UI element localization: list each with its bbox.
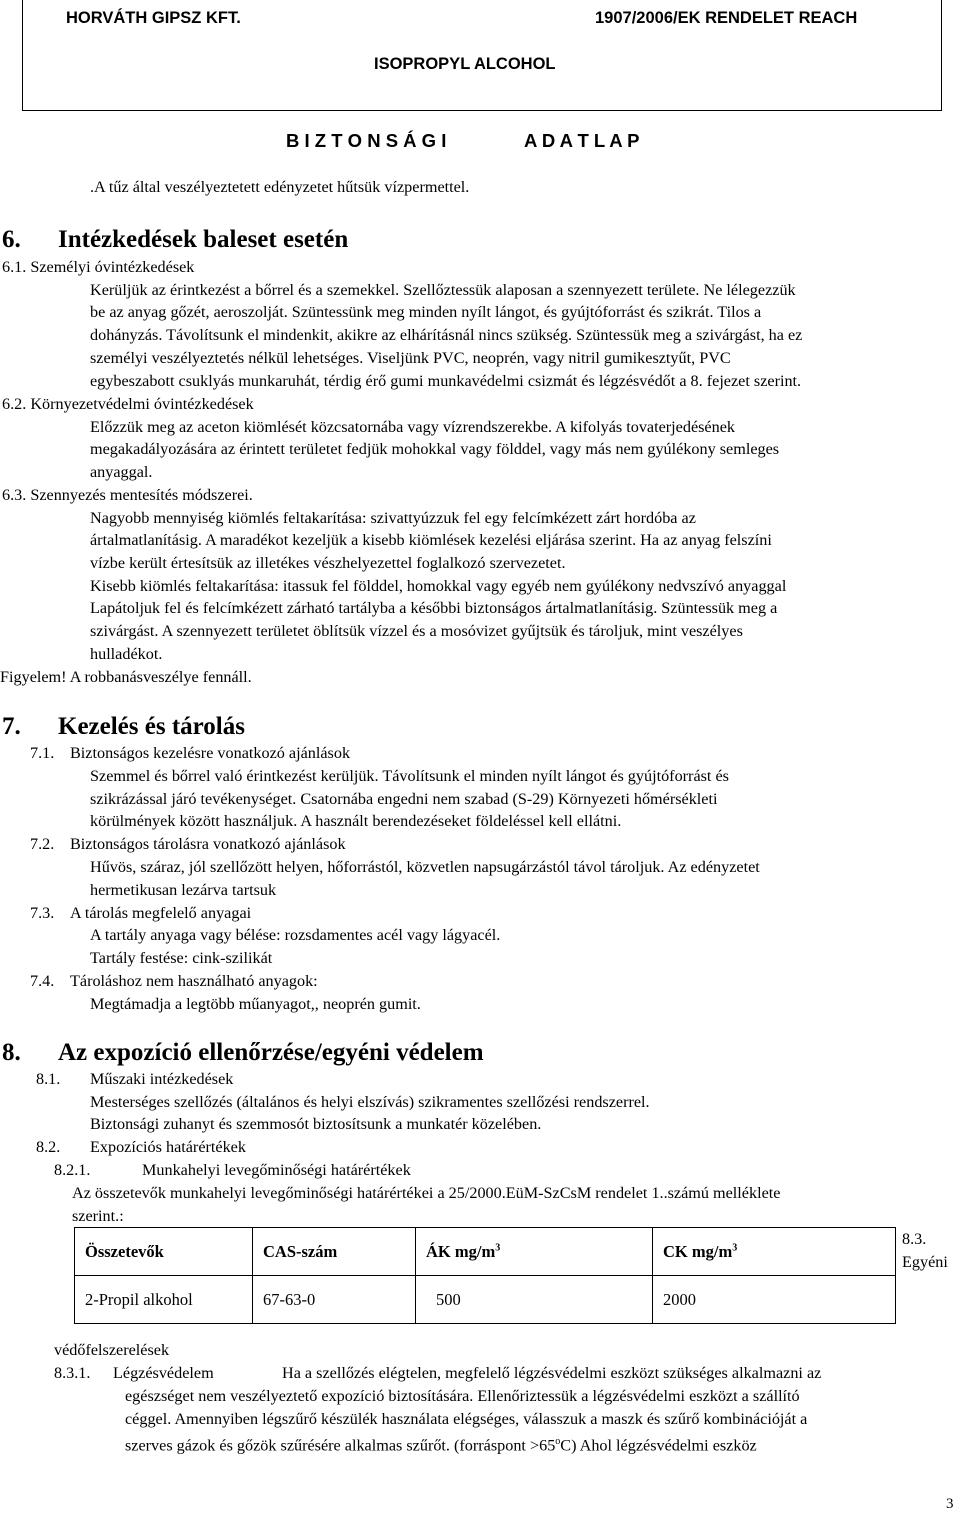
section-6-2-line: Előzzük meg az aceton kiömlését közcsatornába vagy vízrendszerekbe. A kifolyás tovaterjedésének: [90, 418, 735, 436]
section-7-3-number: 7.3.: [30, 904, 55, 922]
section-8-3-number: 8.3.: [902, 1230, 927, 1248]
section-6-3-line: ártalmatlanításig. A maradékot kezeljük a kisebb kiömlések kezelési eljárása szerint. Ha az anyag felszíni: [90, 531, 772, 549]
section-8-2-1-heading: Munkahelyi levegőminőségi határértékek: [142, 1161, 411, 1179]
section-8-1-heading: Műszaki intézkedések: [90, 1070, 234, 1088]
section-8-2-heading: Expozíciós határértékek: [90, 1138, 246, 1156]
section-7-4-number: 7.4.: [30, 972, 55, 990]
section-8-3-1-line: [125, 1431, 757, 1456]
table-header-cell: [416, 1228, 653, 1276]
section-6-2-heading: 6.2. Környezetvédelmi óvintézkedések: [2, 395, 254, 413]
section-7-1-line: szikrázással járó tevékenységet. Csatornába engedni nem szabad (S-29) Környezeti hőmérsékleti: [90, 790, 718, 808]
regulation-id: 1907/2006/EK RENDELET REACH: [595, 9, 858, 27]
section-7-3-line: Tartály festése: cink-szilikát: [90, 949, 273, 967]
section-8-1-line: Biztonsági zuhanyt és szemmosót biztosítsunk a munkatér közelében.: [90, 1115, 542, 1133]
section-6-1-line: egybeszabott csuklyás munkaruhát, térdig érő gumi munkavédelmi csizmát és légzésvédőt a 8. fejezet szerint.: [90, 372, 802, 390]
section-7-2-line: Hűvös, száraz, jól szellőzött helyen, hőforrástól, közvetlen napsugárzástól távol tároljuk. Az edényzetet: [90, 858, 760, 876]
section-6-3-line: Lapátoljuk fel és felcímkézett zárható tartályba a későbbi biztonságos ártalmatlanításig. Szüntessük meg a: [90, 599, 778, 617]
page-number: 3: [946, 1496, 954, 1512]
section-8-2-1-line: szerint.:: [72, 1207, 124, 1225]
section-8-2-1-line: Az összetevők munkahelyi levegőminőségi határértékei a 25/2000.EüM-SzCsM rendelet 1..számú melléklete: [72, 1184, 781, 1202]
section-7-3-line: A tartály anyaga vagy bélése: rozsdamentes acél vagy lágyacél.: [90, 926, 501, 944]
exposure-limits-table: [74, 1227, 896, 1324]
section-8-number: 8.: [2, 1039, 21, 1066]
section-8-1-line: Mesterséges szellőzés (általános és helyi elszívás) szikramentes szellőzési rendszerrel.: [90, 1093, 650, 1111]
text-segment: szerves gázok és gőzök szűrésére alkalmas szűrőt. (forráspont >65: [125, 1436, 556, 1455]
section-8-3-1-line: céggel. Amennyiben légszűrő készülék használata elégséges, válasszuk a maszk és szűrő kombinációját a: [125, 1410, 808, 1428]
product-name: ISOPROPYL ALCOHOL: [374, 55, 556, 73]
section-7-2-number: 7.2.: [30, 835, 55, 853]
table-header-text: ÁK mg/m: [426, 1241, 496, 1261]
section-8-2-number: 8.2.: [36, 1138, 61, 1156]
section-8-1-number: 8.1.: [36, 1070, 61, 1088]
table-header-row: [75, 1228, 896, 1276]
table-header-text: CK mg/m: [663, 1241, 733, 1261]
section-7-1-number: 7.1.: [30, 744, 55, 762]
unit-exponent: 3: [495, 1242, 501, 1253]
intro-line: .A tűz által veszélyeztetett edényzetet hűtsük vízpermettel.: [90, 178, 470, 196]
company-name: HORVÁTH GIPSZ KFT.: [66, 9, 241, 27]
table-row: [75, 1276, 896, 1324]
section-7-4-line: Megtámadja a legtöbb műanyagot,, neoprén gumit.: [90, 995, 421, 1013]
table-cell: 500: [416, 1276, 653, 1324]
section-8-3-1-heading: Légzésvédelem: [113, 1364, 214, 1382]
table-header-cell: [653, 1228, 896, 1276]
section-6-1-heading: 6.1. Személyi óvintézkedések: [2, 258, 195, 276]
table-cell: 2000: [653, 1276, 896, 1324]
table-header-cell: CAS-szám: [253, 1228, 416, 1276]
section-8-title: Az expozíció ellenőrzése/egyéni védelem: [58, 1039, 484, 1066]
degree-mark: o: [555, 1436, 561, 1447]
section-8-3-1-number: 8.3.1.: [54, 1364, 91, 1382]
section-8-3-heading-part1: Egyéni: [902, 1253, 948, 1271]
section-7-2-heading: Biztonságos tárolásra vonatkozó ajánlások: [70, 835, 346, 853]
unit-exponent: 3: [732, 1242, 738, 1253]
section-7-3-heading: A tárolás megfelelő anyagai: [70, 904, 252, 922]
section-6-3-heading: 6.3. Szennyezés mentesítés módszerei.: [2, 486, 253, 504]
section-6-3-line: Nagyobb mennyiség kiömlés feltakarítása: szivattyúzzuk fel egy felcímkézett zárt hordóba az: [90, 509, 696, 527]
section-6-1-line: személyi veszélyeztetés nélkül lehetséges. Viseljünk PVC, neoprén, vagy nitril gumikesztyűt, PVC: [90, 349, 731, 367]
section-7-1-heading: Biztonságos kezelésre vonatkozó ajánlások: [70, 744, 351, 762]
section-6-1-line: be az anyag gőzét, aeroszolját. Szüntessünk meg minden nyílt lángot, és gyújtóforrást és szikrát. Tilos a: [90, 303, 762, 321]
section-8-2-1-number: 8.2.1.: [54, 1161, 91, 1179]
table-cell: 2-Propil alkohol: [75, 1276, 253, 1324]
section-8-3-heading-part2: védőfelszerelések: [54, 1341, 170, 1359]
section-6-title: Intézkedések baleset esetén: [58, 226, 349, 253]
section-6-3-line: Kisebb kiömlés feltakarítása: itassuk fel földdel, homokkal vagy egyéb nem gyúlékony nedvszívó anyaggal: [90, 577, 787, 595]
section-6-number: 6.: [2, 226, 21, 253]
section-7-number: 7.: [2, 713, 21, 740]
section-7-1-line: körülmények között használjuk. A használt berendezéseket földeléssel kell ellátni.: [90, 812, 622, 830]
table-cell: 67-63-0: [253, 1276, 416, 1324]
table-header-cell: Összetevők: [75, 1228, 253, 1276]
section-7-title: Kezelés és tárolás: [58, 713, 245, 740]
doc-title-left: B I Z T O N S Á G I: [286, 130, 447, 151]
section-7-1-line: Szemmel és bőrrel való érintkezést kerüljük. Távolítsunk el minden nyílt lángot és gyújtóforrást és: [90, 767, 729, 785]
section-6-1-line: Kerüljük az érintkezést a bőrrel és a szemekkel. Szellőztessük alaposan a szennyezett területe. Ne lélegezzük: [90, 281, 796, 299]
section-6-3-line: vízbe került értesítsük az illetékes vészhelyezettel foglalkozó szervezetet.: [90, 554, 566, 572]
text-segment: C) Ahol légzésvédelmi eszköz: [560, 1436, 757, 1455]
section-6-3-line: szivárgást. A szennyezett területet öblítsük vízzel és a mosóvizet gyűjtsük és tároljuk, mint veszélyes: [90, 622, 743, 640]
section-6-1-line: dohányzás. Távolítsunk el mindenkit, akikre az elhárításnál nincs szükség. Szüntessük meg a szivárgást, ha ez: [90, 326, 803, 344]
section-7-4-heading: Tároláshoz nem használható anyagok:: [70, 972, 318, 990]
doc-title-right: A D A T L A P: [524, 130, 640, 151]
section-6-3-line: hulladékot.: [90, 645, 163, 663]
section-6-2-line: megakadályozására az érintett területet fedjük mohokkal vagy földdel, vagy más nem gyúlékony semleges: [90, 440, 780, 458]
section-8-3-1-line: Ha a szellőzés elégtelen, megfelelő légzésvédelmi eszközt szükséges alkalmazni az: [282, 1364, 822, 1382]
section-8-3-1-line: egészséget nem veszélyeztető expozíció biztosítására. Ellenőriztessük a légzésvédelmi eszközt a szállító: [125, 1387, 800, 1405]
section-7-2-line: hermetikusan lezárva tartsuk: [90, 881, 277, 899]
explosion-warning: Figyelem! A robbanásveszélye fennáll.: [0, 668, 252, 686]
section-6-2-line: anyaggal.: [90, 463, 153, 481]
